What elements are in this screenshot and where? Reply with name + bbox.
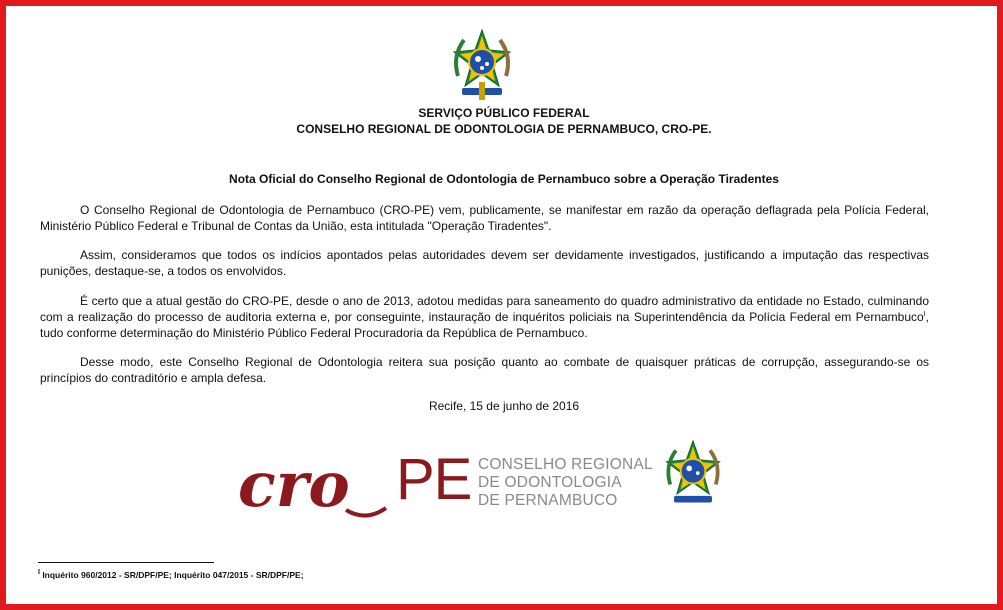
date-line: Recife, 15 de junho de 2016 — [428, 399, 580, 413]
footnote-divider — [38, 562, 214, 563]
paragraph-3 — [40, 293, 929, 341]
footnote — [38, 570, 304, 580]
paragraph-4: Desse modo, este Conselho Regional de Odontologia reitera sua posição quanto ao combate de quaisquer práticas de corrupção, assegurando-se os princípios do contraditório e ampla defesa. — [40, 355, 929, 385]
note-title: Nota Oficial do Conselho Regional de Odontologia de Pernambuco sobre a Operação Tiradentes — [229, 172, 779, 186]
brazil-coat-of-arms-small-icon — [656, 437, 730, 513]
paragraph-2: Assim, consideramos que todos os indícios apontados pelas autoridades devem ser devidamente investigados, justificando a imputação das respectivas punições, destaque-se, a todos os envolvidos. — [40, 248, 929, 278]
footnote-marker: I — [923, 311, 926, 318]
logo-line-1: CONSELHO REGIONAL — [478, 456, 653, 473]
footnote-text: Inquérito 960/2012 - SR/DPF/PE; Inquérito 047/2015 - SR/DPF/PE; — [39, 570, 304, 580]
logo-pe-text: PE — [396, 447, 472, 512]
cro-logo-text: cro — [238, 448, 350, 521]
paragraph-1: O Conselho Regional de Odontologia de Pernambuco (CRO-PE) vem, publicamente, se manifestar em razão da operação deflagrada pela Polícia Federal, Ministério Público Federal e Tribunal de Contas da União, esta intitulada "Operação Tiradentes". — [40, 203, 929, 233]
logo-line-3: DE PERNAMBUCO — [478, 492, 618, 509]
cro-logo-icon — [236, 448, 396, 524]
brazil-coat-of-arms-icon — [443, 26, 521, 106]
paragraph-3-text-before: É certo que a atual gestão do CRO-PE, desde o ano de 2013, adotou medidas para saneamento do quadro administrativo da entidade no Estado, culminando com a realização do processo de auditoria externa e, por conseguinte, instauração de inquéritos policiais na Superintendência da Polícia Federal em Pernambuco — [40, 294, 929, 324]
paragraph-3-text-after: , tudo conforme determinação do Ministério Público Federal Procuradoria da República de Pernambuco. — [40, 310, 929, 340]
header-line-1: SERVIÇO PÚBLICO FEDERAL — [418, 106, 590, 120]
footnote-marker-bottom: I — [38, 569, 40, 577]
logo-line-2: DE ODONTOLOGIA — [478, 474, 622, 491]
logo-org-name — [478, 456, 653, 510]
header-line-2: CONSELHO REGIONAL DE ODONTOLOGIA DE PERNAMBUCO, CRO-PE. — [296, 122, 712, 136]
